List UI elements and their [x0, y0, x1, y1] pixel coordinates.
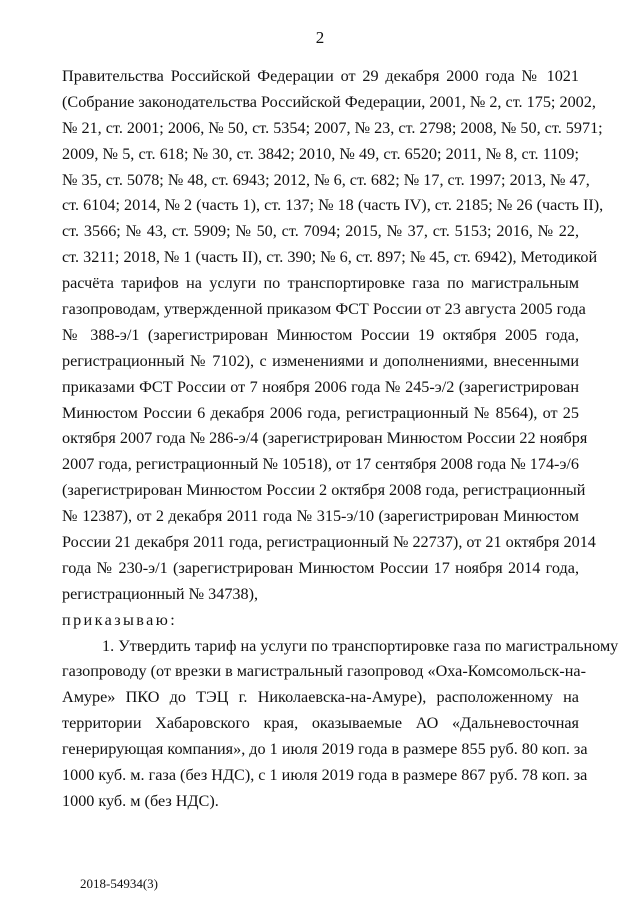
- text-line: № 388-э/1 (зарегистрирован Минюстом России 19 октября 2005 года,: [62, 325, 579, 344]
- item-line: 1000 куб. м (без НДС).: [62, 791, 219, 810]
- text-line: газопроводам, утвержденной приказом ФСТ России от 23 августа 2005 года: [62, 300, 586, 319]
- item-line: 1. Утвердить тариф на услуги по транспортировке газа по магистральному: [102, 636, 619, 655]
- item-line: Амуре» ПКО до ТЭЦ г. Николаевска-на-Амуре), расположенному на: [62, 688, 579, 707]
- text-line: приказами ФСТ России от 7 ноября 2006 года № 245-э/2 (зарегистрирован: [62, 377, 579, 396]
- text-line: регистрационный № 7102), с изменениями и дополнениями, внесенными: [62, 351, 579, 370]
- item-line: генерирующая компания», до 1 июля 2019 года в размере 855 руб. 80 коп. за: [62, 740, 588, 759]
- text-line: регистрационный № 34738),: [62, 584, 259, 603]
- text-line: № 12387), от 2 декабря 2011 года № 315-э/10 (зарегистрирован Минюстом: [62, 507, 579, 526]
- document-code: 2018-54934(3): [80, 876, 158, 891]
- text-line: ст. 3566; № 43, ст. 5909; № 50, ст. 7094; 2015, № 37, ст. 5153; 2016, № 22,: [62, 222, 579, 241]
- text-line: России 21 декабря 2011 года, регистрационный № 22737), от 21 октября 2014: [62, 533, 596, 552]
- text-line: года № 230-э/1 (зарегистрирован Минюстом России 17 ноября 2014 года,: [62, 558, 579, 577]
- text-line: (зарегистрирован Минюстом России 2 октября 2008 года, регистрационный: [62, 481, 586, 500]
- text-line: 2007 года, регистрационный № 10518), от 17 сентября 2008 года № 174-э/6: [62, 455, 579, 474]
- text-line: № 21, ст. 2001; 2006, № 50, ст. 5354; 2007, № 23, ст. 2798; 2008, № 50, ст. 5971;: [62, 118, 603, 137]
- text-line: 2009, № 5, ст. 618; № 30, ст. 3842; 2010, № 49, ст. 6520; 2011, № 8, ст. 1109;: [62, 144, 579, 163]
- order-word: приказываю:: [62, 610, 178, 629]
- item-line: территории Хабаровского края, оказываемые АО «Дальневосточная: [62, 714, 579, 733]
- text-line: (Собрание законодательства Российской Федерации, 2001, № 2, ст. 175; 2002,: [62, 92, 596, 111]
- text-line: ст. 3211; 2018, № 1 (часть II), ст. 390; № 6, ст. 897; № 45, ст. 6942), Методикой: [62, 248, 598, 267]
- text-line: октября 2007 года № 286-э/4 (зарегистрирован Минюстом России 22 ноября: [62, 429, 588, 448]
- text-line: Правительства Российской Федерации от 29 декабря 2000 года № 1021: [62, 67, 579, 85]
- item-line: газопроводу (от врезки в магистральный газопровод «Оха-Комсомольск-на-: [62, 662, 586, 681]
- document-body: [62, 64, 619, 815]
- text-line: № 35, ст. 5078; № 48, ст. 6943; 2012, № 6, ст. 682; № 17, ст. 1997; 2013, № 47,: [62, 170, 590, 189]
- text-line: ст. 6104; 2014, № 2 (часть 1), ст. 137; № 18 (часть IV), ст. 2185; № 26 (часть II),: [62, 196, 604, 215]
- page-number: 2: [315, 28, 325, 47]
- text-line: расчёта тарифов на услуги по транспортировке газа по магистральным: [62, 274, 579, 293]
- text-line: Минюстом России 6 декабря 2006 года, регистрационный № 8564), от 25: [62, 403, 579, 422]
- item-line: 1000 куб. м. газа (без НДС), с 1 июля 2019 года в размере 867 руб. 78 коп. за: [62, 766, 588, 785]
